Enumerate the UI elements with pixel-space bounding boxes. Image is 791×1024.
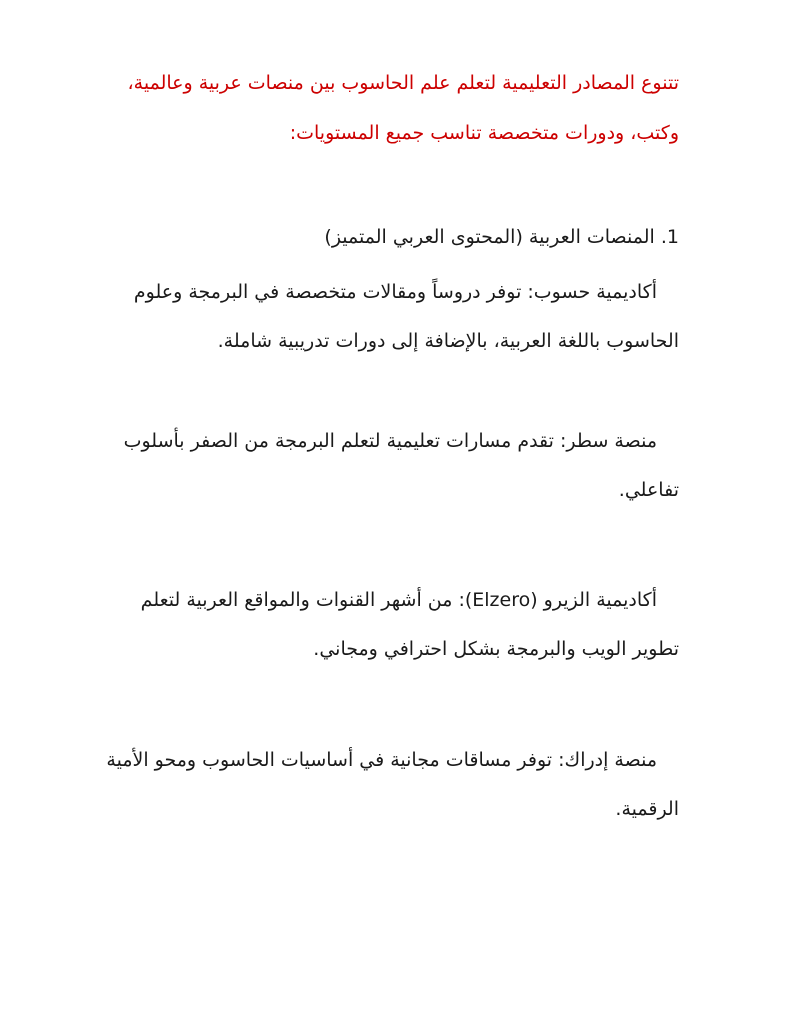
paragraph-elzero-academy: أكاديمية الزيرو (Elzero): من أشهر القنوات والمواقع العربية لتعلم تطوير الويب والبرمجة بشكل احترافي ومجاني. — [140, 589, 679, 660]
paragraph-hasoub-academy: أكاديمية حسوب: توفر دروساً ومقالات متخصصة في البرمجة وعلوم الحاسوب باللغة العربية، بالإضافة إلى دورات تدريبية شاملة. — [133, 281, 679, 352]
intro-paragraph: تتنوع المصادر التعليمية لتعلم علم الحاسوب بين منصات عربية وعالمية، وكتب، ودورات متخصصة تناسب جميع المستويات: — [127, 72, 679, 144]
section-heading-arabic-platforms: 1. المنصات العربية (المحتوى العربي المتميز) — [324, 226, 679, 248]
paragraph-satr-platform: منصة سطر: تقدم مسارات تعليمية لتعلم البرمجة من الصفر بأسلوب تفاعلي. — [123, 430, 679, 501]
paragraph-edraak-platform: منصة إدراك: توفر مساقات مجانية في أساسيات الحاسوب ومحو الأمية الرقمية. — [106, 749, 679, 820]
